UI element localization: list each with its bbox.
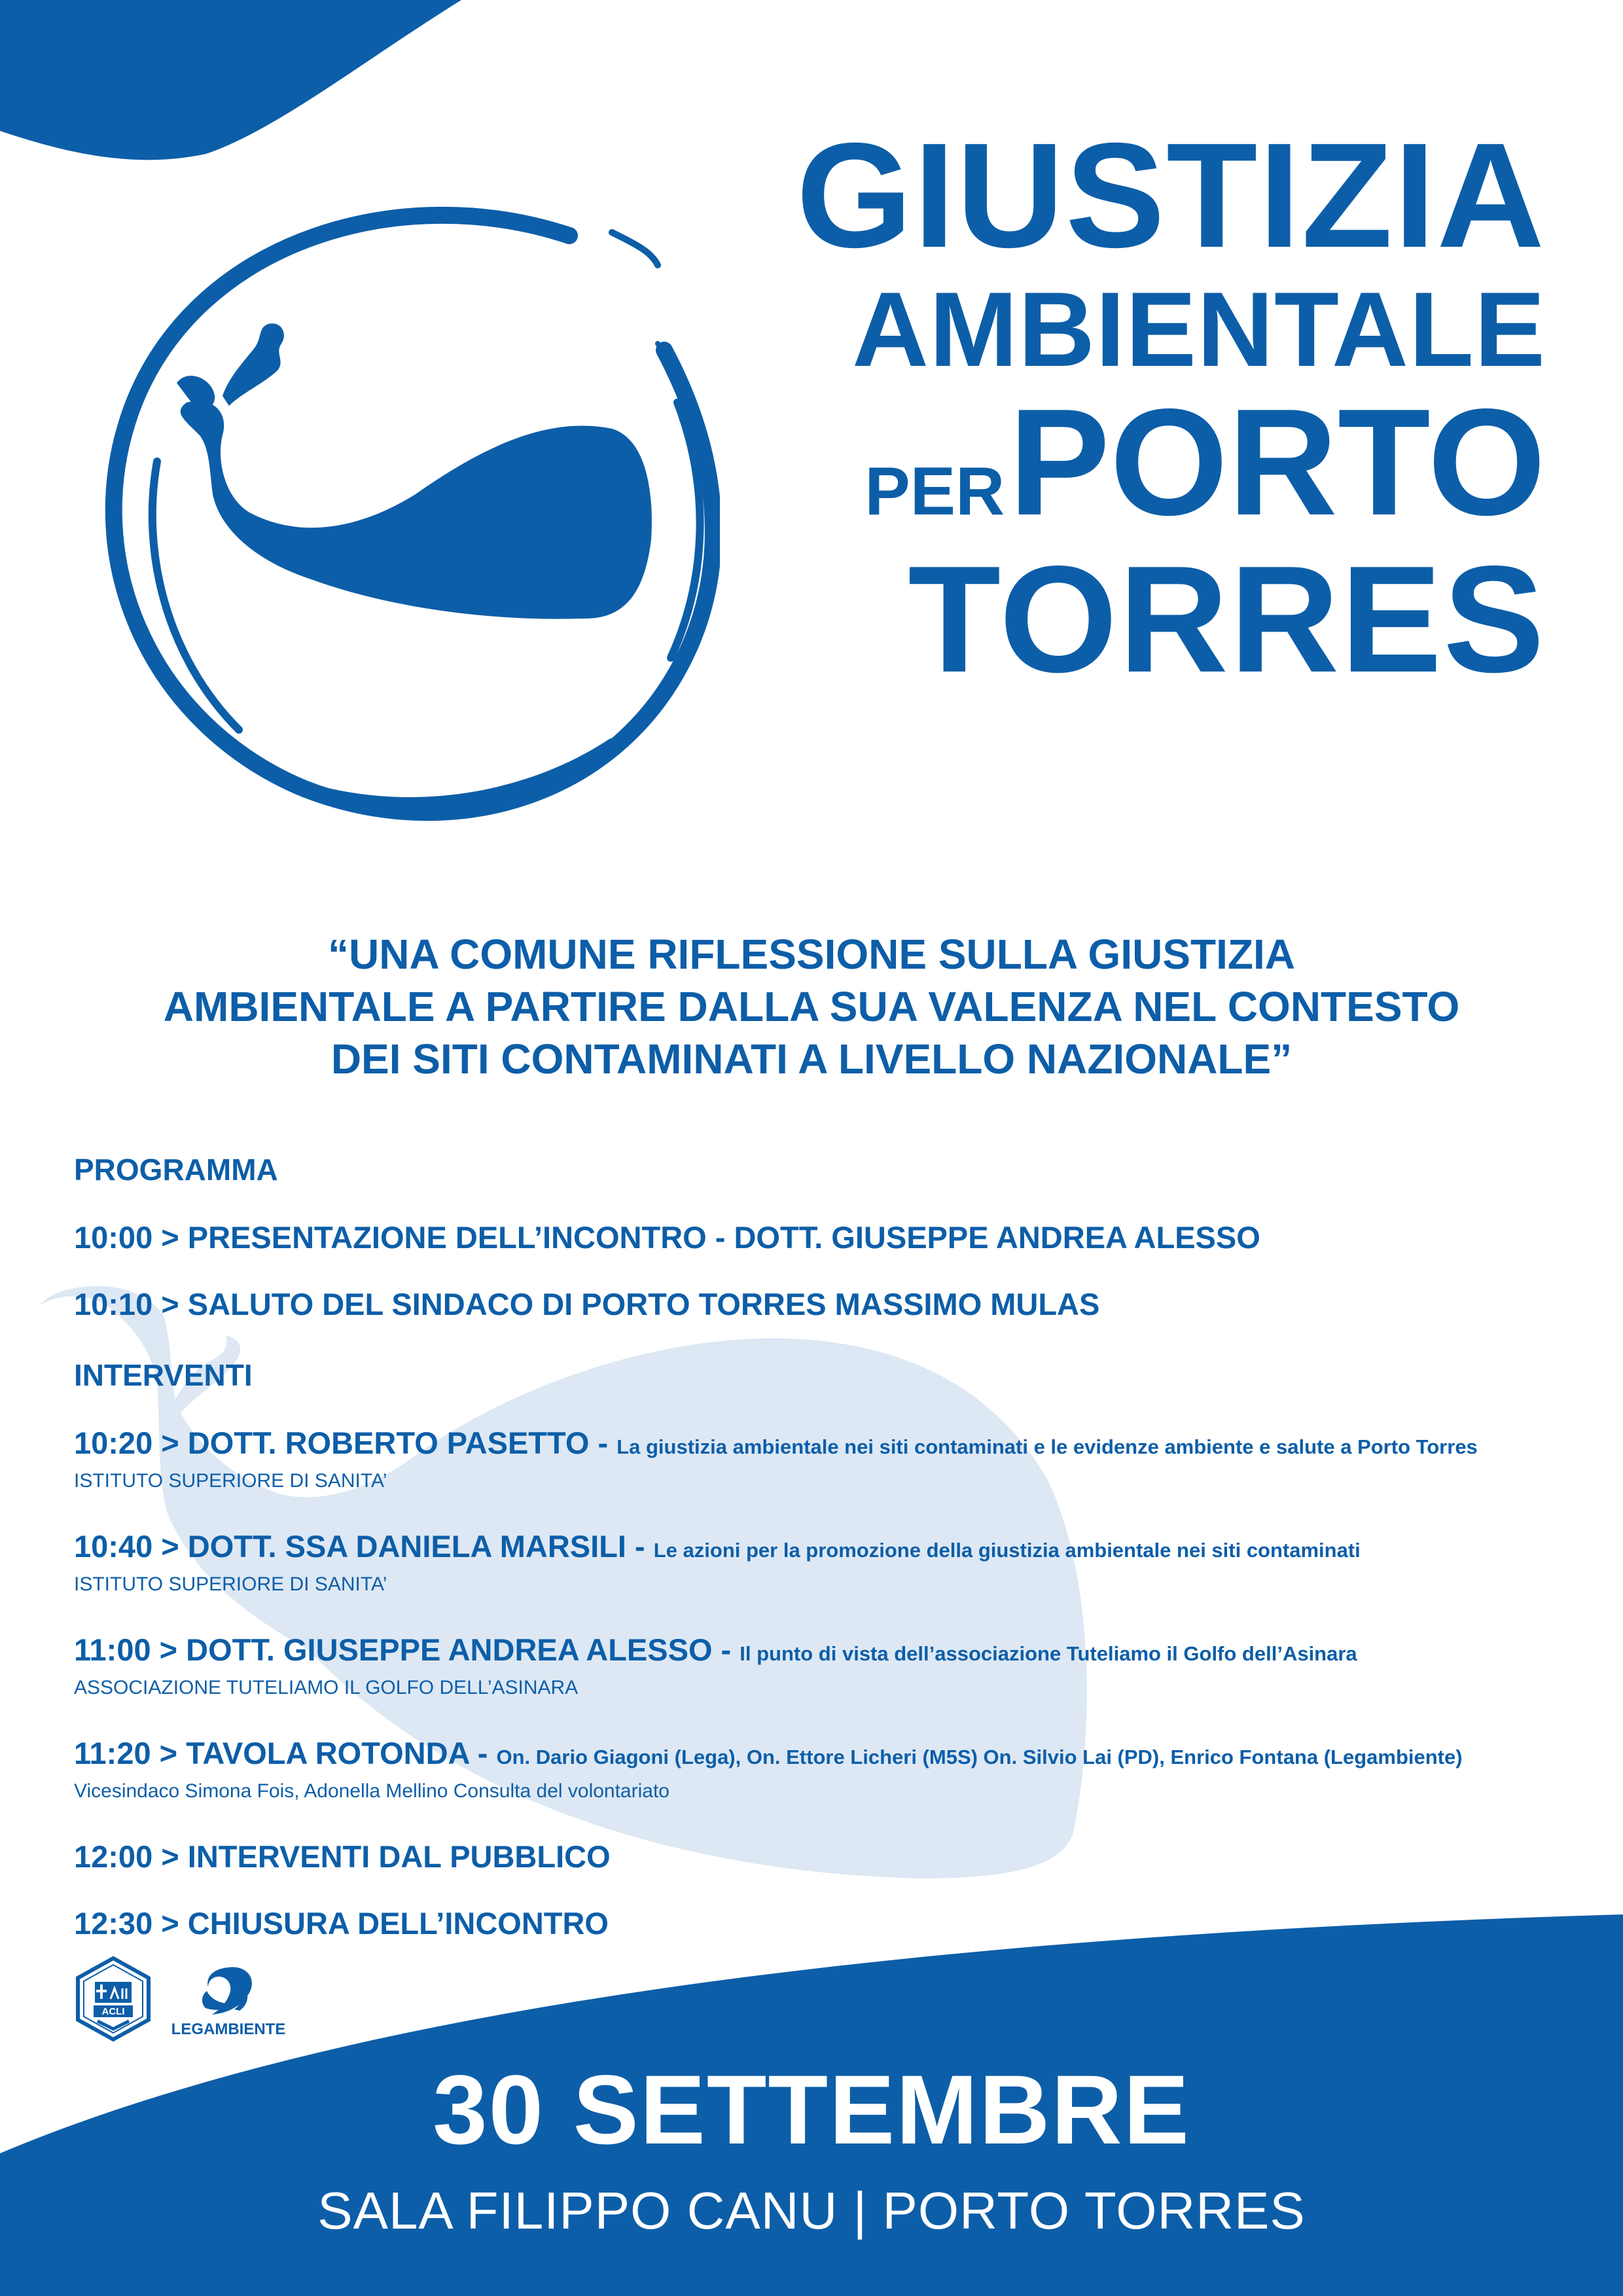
program-section bbox=[74, 1152, 1566, 1977]
intervention-affiliation: Vicesindaco Simona Fois, Adonella Mellino Consulta del volontariato bbox=[74, 1780, 669, 1802]
intervention-speaker: 10:40 > DOTT. SSA DANIELA MARSILI - bbox=[74, 1529, 654, 1564]
whale-emblem-icon bbox=[88, 187, 720, 828]
intervention-item bbox=[74, 1905, 1566, 1943]
intervention-topic: La giustizia ambientale nei siti contaminati e le evidenze ambiente e salute a Porto Torres bbox=[616, 1435, 1478, 1458]
program-item bbox=[74, 1219, 1566, 1257]
top-left-wave bbox=[0, 0, 461, 160]
intervention-speaker: 10:20 > DOTT. ROBERTO PASETTO - bbox=[74, 1426, 617, 1460]
program-item bbox=[74, 1285, 1566, 1323]
quote-line-1: “UNA COMUNE RIFLESSIONE SULLA GIUSTIZIA bbox=[328, 931, 1295, 978]
program-item-main: 10:10 > SALUTO DEL SINDACO DI PORTO TORRES MASSIMO MULAS bbox=[74, 1287, 1100, 1321]
intervention-speaker: 11:20 > TAVOLA ROTONDA - bbox=[74, 1736, 497, 1770]
intervention-speaker: 12:30 > CHIUSURA DELL’INCONTRO bbox=[74, 1906, 609, 1941]
title-line-4: TORRES bbox=[908, 535, 1546, 704]
quote-line-3: DEI SITI CONTAMINATI A LIVELLO NAZIONALE” bbox=[330, 1035, 1293, 1083]
title-line-3 bbox=[796, 378, 1546, 547]
title-per: PER bbox=[865, 454, 1005, 529]
title-porto: PORTO bbox=[1008, 378, 1546, 547]
intervention-speaker: 11:00 > DOTT. GIUSEPPE ANDREA ALESSO - bbox=[74, 1632, 740, 1667]
acli-logo-text: ACLI bbox=[101, 2006, 125, 2017]
intervention-affiliation: ASSOCIAZIONE TUTELIAMO IL GOLFO DELL’ASINARA bbox=[74, 1677, 579, 1698]
legambiente-logo-text: LEGAMBIENTE bbox=[171, 2020, 286, 2038]
intervention-affiliation: ISTITUTO SUPERIORE DI SANITA’ bbox=[74, 1470, 387, 1492]
intervention-item bbox=[74, 1528, 1566, 1597]
intervention-topic: Il punto di vista dell’associazione Tuteliamo il Golfo dell’Asinara bbox=[740, 1642, 1357, 1665]
intervention-speaker: 12:00 > INTERVENTI DAL PUBBLICO bbox=[74, 1839, 611, 1874]
event-title bbox=[796, 113, 1546, 704]
intervention-item bbox=[74, 1838, 1566, 1876]
intervention-item bbox=[74, 1424, 1566, 1494]
quote-line-2: AMBIENTALE A PARTIRE DALLA SUA VALENZA NEL CONTESTO bbox=[163, 983, 1460, 1030]
program-item-main: 10:00 > PRESENTAZIONE DELL’INCONTRO - DOTT. GIUSEPPE ANDREA ALESSO bbox=[74, 1220, 1260, 1255]
acli-logo-icon bbox=[74, 1956, 152, 2042]
intervention-topic: On. Dario Giagoni (Lega), On. Ettore Licheri (M5S) On. Silvio Lai (PD), Enrico Fontana (Legambiente) bbox=[496, 1746, 1463, 1768]
legambiente-logo-icon bbox=[166, 1962, 291, 2039]
event-quote bbox=[0, 928, 1623, 1085]
program-heading: PROGRAMMA bbox=[74, 1153, 278, 1187]
event-date: 30 SETTEMBRE bbox=[433, 2054, 1190, 2164]
intervention-item bbox=[74, 1734, 1566, 1804]
event-venue: SALA FILIPPO CANU | PORTO TORRES bbox=[317, 2181, 1306, 2240]
interventions-heading: INTERVENTI bbox=[74, 1358, 253, 1392]
title-line-1: GIUSTIZIA bbox=[796, 113, 1546, 279]
intervention-item bbox=[74, 1631, 1566, 1700]
intervention-affiliation: ISTITUTO SUPERIORE DI SANITA’ bbox=[74, 1573, 387, 1595]
title-line-2: AMBIENTALE bbox=[852, 270, 1546, 389]
intervention-topic: Le azioni per la promozione della giustizia ambientale nei siti contaminati bbox=[653, 1539, 1361, 1562]
